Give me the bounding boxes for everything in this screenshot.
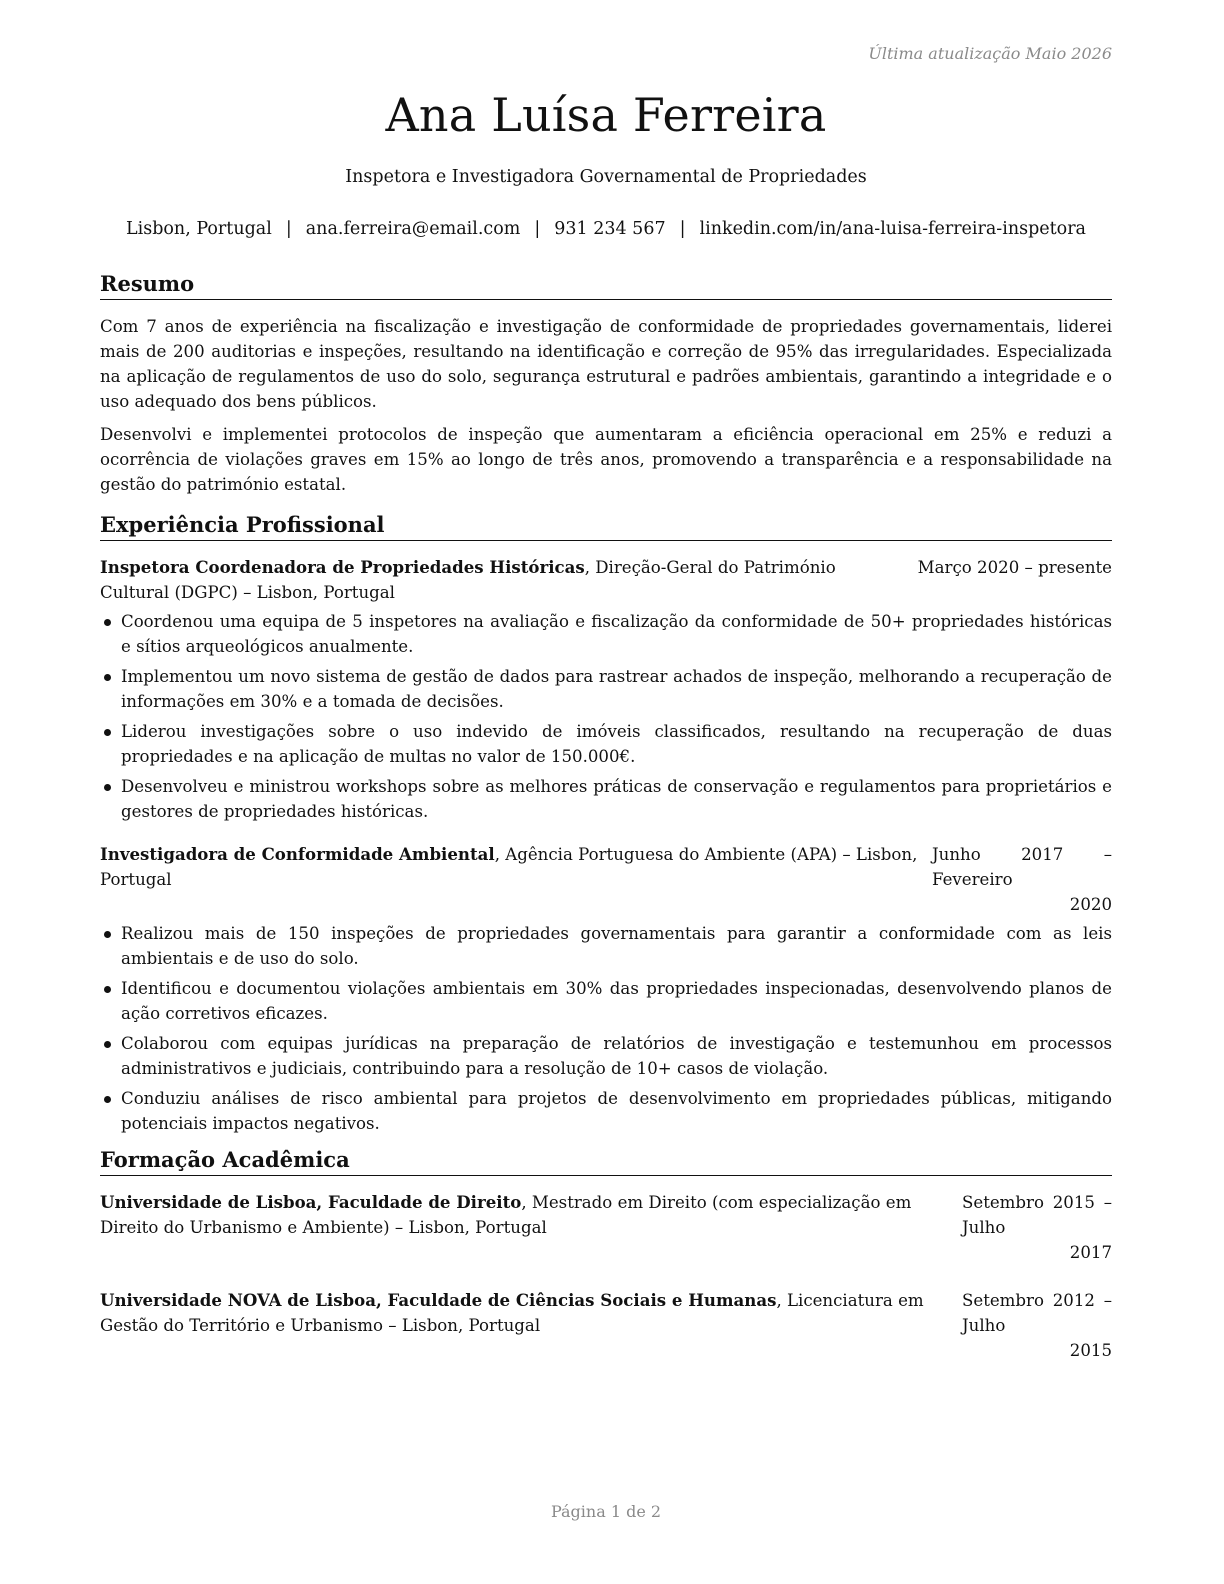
education-dates [958,1190,1112,1265]
job-heading [100,555,900,605]
bullet-item: Identificou e documentou violações ambientais em 30% das propriedades inspecionadas, desenvolvendo planos de ação corretivos eficazes. [100,976,1112,1026]
summary-paragraph: Com 7 anos de experiência na fiscalização e investigação de conformidade de propriedades governamentais, liderei mais de 200 auditorias e inspeções, resultando na identificação e correção de 95% das irregularidades. Especializada na aplicação de regulamentos de uso do solo, segurança estrutural e padrões ambientais, garantindo a integridade e o uso adequado dos bens públicos. [100,317,1112,411]
education-entry [100,1190,1112,1265]
contact-phone: 931 234 567 [554,219,666,239]
contact-separator: | [285,219,292,239]
job-entry [100,842,1112,1136]
bullet-item: Desenvolveu e ministrou workshops sobre as melhores práticas de conservação e regulamentos para proprietários e gestores de propriedades históricas. [100,774,1112,824]
contact-linkedin[interactable]: linkedin.com/in/ana-luisa-ferreira-inspetora [699,219,1086,239]
section-title-education: Formação Acadêmica [100,1146,1112,1176]
education-detail: , Mestrado em Direito (com especialização em Direito do Urbanismo e Ambiente) – Lisbon, Portugal [100,1193,912,1237]
section-title-summary: Resumo [100,270,1112,300]
education-dates-line1: Setembro 2015 – Julho [962,1193,1112,1237]
bullet-item: Colaborou com equipas jurídicas na preparação de relatórios de investigação e testemunhou em processos administrativos e judiciais, contribuindo para a resolução de 10+ casos de violação. [100,1031,1112,1081]
experience-section [100,511,1112,1136]
job-organization: , Direção-Geral do Património Cultural (DGPC) – Lisbon, Portugal [100,558,836,602]
contact-separator: | [534,219,541,239]
education-dates-line2: 2017 [1069,1243,1112,1262]
job-dates-line1: Junho 2017 – Fevereiro [932,845,1112,889]
education-dates-line2: 2015 [1069,1341,1112,1360]
education-dates-line1: Setembro 2012 – Julho [962,1291,1112,1335]
contact-separator: | [679,219,686,239]
education-school: Universidade NOVA de Lisboa, Faculdade de Ciências Sociais e Humanas [100,1290,777,1310]
education-detail: , Licenciatura em Gestão do Território e Urbanismo – Lisbon, Portugal [100,1291,924,1335]
bullet-item: Conduziu análises de risco ambiental para projetos de desenvolvimento em propriedades públicas, mitigando potenciais impactos negativos. [100,1086,1112,1136]
resume-content [100,270,1112,1363]
bullet-item: Realizou mais de 150 inspeções de propriedades governamentais para garantir a conformidade com as leis ambientais e de uso do solo. [100,921,1112,971]
education-school: Universidade de Lisboa, Faculdade de Direito [100,1192,522,1212]
job-dates [928,842,1112,917]
job-role: Investigadora de Conformidade Ambiental [100,844,495,864]
contact-line [100,219,1112,239]
education-heading [100,1288,958,1338]
job-bullets [100,921,1112,1136]
job-header [100,555,1112,605]
education-section [100,1146,1112,1363]
bullet-item: Liderou investigações sobre o uso indevido de imóveis classificados, resultando na recuperação de duas propriedades e na aplicação de multas no valor de 150.000€. [100,719,1112,769]
contact-email[interactable]: ana.ferreira@email.com [305,219,521,239]
section-title-experience: Experiência Profissional [100,511,1112,541]
summary-paragraph: Desenvolvi e implementei protocolos de inspeção que aumentaram a eficiência operacional em 25% e reduzi a ocorrência de violações graves em 15% ao longo de três anos, promovendo a transparência e a responsabilidade na gestão do património estatal. [100,425,1112,494]
education-entry [100,1288,1112,1363]
page-number: Página 1 de 2 [550,1502,662,1521]
job-bullets [100,609,1112,824]
job-dates-line2: 2020 [1069,895,1112,914]
job-role: Inspetora Coordenadora de Propriedades Históricas [100,557,585,577]
candidate-name: Ana Luísa Ferreira [385,88,827,142]
job-header [100,842,1112,917]
last-updated: Última atualização Maio 2026 [868,44,1112,63]
job-dates: Março 2020 – presente [917,558,1112,577]
summary-section [100,270,1112,497]
bullet-item: Coordenou uma equipa de 5 inspetores na avaliação e fiscalização da conformidade de 50+ propriedades históricas e sítios arqueológicos anualmente. [100,609,1112,659]
job-heading [100,842,928,892]
education-heading [100,1190,958,1240]
job-organization: , Agência Portuguesa do Ambiente (APA) – Lisbon, Portugal [100,845,918,889]
resume-page [100,0,1112,1584]
education-dates [958,1288,1112,1363]
contact-location: Lisbon, Portugal [126,219,272,239]
job-entry [100,555,1112,824]
bullet-item: Implementou um novo sistema de gestão de dados para rastrear achados de inspeção, melhorando a recuperação de informações em 30% e a tomada de decisões. [100,664,1112,714]
candidate-title: Inspetora e Investigadora Governamental de Propriedades [345,167,867,187]
